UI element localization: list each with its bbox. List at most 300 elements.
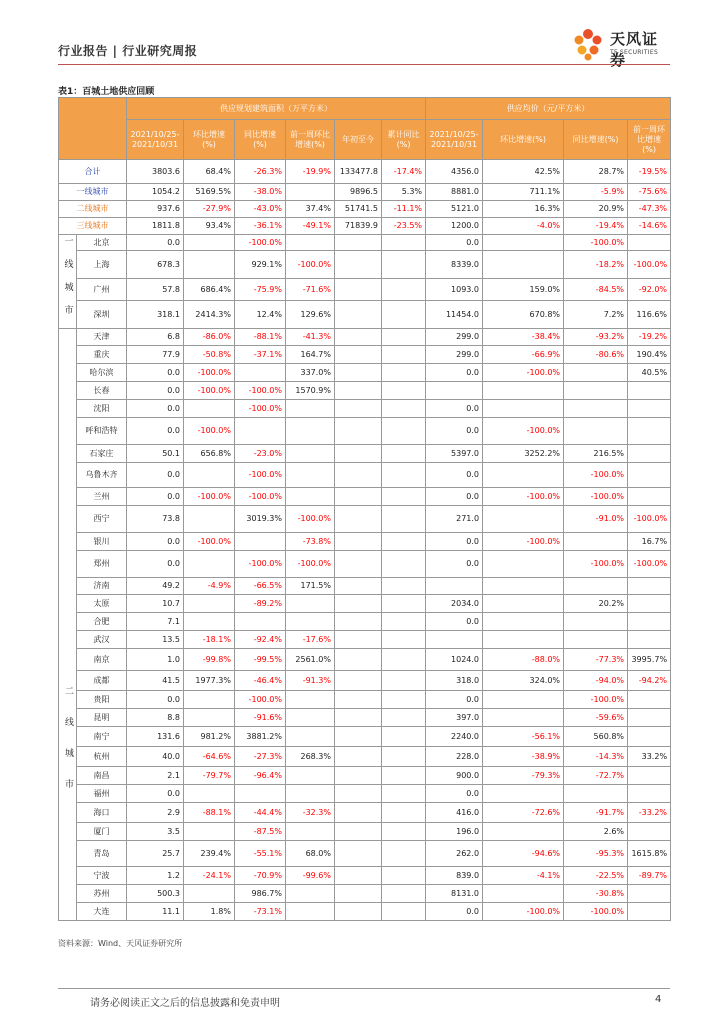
- value-cell: -19.2%: [628, 329, 671, 346]
- value-cell: [235, 613, 286, 631]
- value-cell: 40.0: [127, 747, 184, 767]
- value-cell: [426, 631, 483, 649]
- header-group-area: 供应规划建筑面积（万平方米）: [127, 98, 426, 120]
- city-name: 南宁: [77, 727, 127, 747]
- value-cell: -18.1%: [184, 631, 235, 649]
- value-cell: -93.2%: [564, 329, 628, 346]
- value-cell: [483, 595, 564, 613]
- city-name: 大连: [77, 903, 127, 921]
- value-cell: 1024.0: [426, 649, 483, 671]
- value-cell: 3019.3%: [235, 506, 286, 533]
- city-name: 一线城市: [59, 184, 127, 201]
- city-name: 海口: [77, 803, 127, 823]
- value-cell: [286, 823, 335, 841]
- value-cell: [628, 445, 671, 463]
- value-cell: -100.0%: [286, 551, 335, 578]
- city-name: 石家庄: [77, 445, 127, 463]
- column-header: 累计同比(%): [382, 120, 426, 160]
- value-cell: [286, 727, 335, 747]
- table-header-row: [59, 120, 671, 160]
- value-cell: [335, 364, 382, 382]
- value-cell: 656.8%: [184, 445, 235, 463]
- value-cell: -4.0%: [483, 218, 564, 235]
- value-cell: [335, 631, 382, 649]
- value-cell: [628, 631, 671, 649]
- value-cell: [426, 578, 483, 595]
- value-cell: -100.0%: [628, 506, 671, 533]
- group-label-tier1: 一线城市: [59, 235, 77, 329]
- city-name: 郑州: [77, 551, 127, 578]
- value-cell: [628, 400, 671, 418]
- value-cell: -19.4%: [564, 218, 628, 235]
- value-cell: -70.9%: [235, 867, 286, 885]
- value-cell: [483, 785, 564, 803]
- value-cell: 20.9%: [564, 201, 628, 218]
- value-cell: 5121.0: [426, 201, 483, 218]
- value-cell: [382, 727, 426, 747]
- value-cell: -75.6%: [628, 184, 671, 201]
- value-cell: 159.0%: [483, 279, 564, 301]
- value-cell: [483, 885, 564, 903]
- value-cell: [483, 691, 564, 709]
- value-cell: [564, 364, 628, 382]
- value-cell: -49.1%: [286, 218, 335, 235]
- value-cell: [335, 885, 382, 903]
- value-cell: 2.9: [127, 803, 184, 823]
- value-cell: [628, 727, 671, 747]
- value-cell: [564, 400, 628, 418]
- value-cell: 1200.0: [426, 218, 483, 235]
- value-cell: -24.1%: [184, 867, 235, 885]
- value-cell: [628, 578, 671, 595]
- value-cell: -47.3%: [628, 201, 671, 218]
- value-cell: -17.4%: [382, 160, 426, 184]
- value-cell: 8131.0: [426, 885, 483, 903]
- value-cell: -100.0%: [184, 533, 235, 551]
- value-cell: [184, 613, 235, 631]
- value-cell: -100.0%: [564, 463, 628, 488]
- value-cell: 3881.2%: [235, 727, 286, 747]
- value-cell: 0.0: [426, 235, 483, 251]
- value-cell: -73.1%: [235, 903, 286, 921]
- value-cell: [286, 235, 335, 251]
- column-header: 2021/10/25-2021/10/31: [127, 120, 184, 160]
- table-row: [59, 631, 671, 649]
- value-cell: 40.5%: [628, 364, 671, 382]
- value-cell: [382, 803, 426, 823]
- value-cell: [286, 903, 335, 921]
- city-name: 福州: [77, 785, 127, 803]
- value-cell: [628, 595, 671, 613]
- value-cell: 0.0: [426, 551, 483, 578]
- value-cell: [184, 463, 235, 488]
- value-cell: -37.1%: [235, 346, 286, 364]
- city-name: 长春: [77, 382, 127, 400]
- value-cell: [335, 382, 382, 400]
- value-cell: [286, 184, 335, 201]
- report-header-title: 行业报告 | 行业研究周报: [58, 44, 198, 58]
- city-name: 苏州: [77, 885, 127, 903]
- city-name: 青岛: [77, 841, 127, 867]
- value-cell: [382, 613, 426, 631]
- value-cell: [483, 251, 564, 279]
- value-cell: [628, 235, 671, 251]
- value-cell: [382, 488, 426, 506]
- value-cell: 0.0: [127, 533, 184, 551]
- value-cell: 0.0: [426, 533, 483, 551]
- column-header: 环比增速(%): [483, 120, 564, 160]
- value-cell: -100.0%: [286, 251, 335, 279]
- value-cell: [628, 418, 671, 445]
- value-cell: [382, 279, 426, 301]
- value-cell: 981.2%: [184, 727, 235, 747]
- value-cell: -91.3%: [286, 671, 335, 691]
- value-cell: -66.5%: [235, 578, 286, 595]
- value-cell: -91.7%: [564, 803, 628, 823]
- value-cell: -4.9%: [184, 578, 235, 595]
- table-row: [59, 184, 671, 201]
- value-cell: [235, 533, 286, 551]
- value-cell: 37.4%: [286, 201, 335, 218]
- value-cell: 416.0: [426, 803, 483, 823]
- value-cell: [382, 867, 426, 885]
- value-cell: 0.0: [127, 463, 184, 488]
- value-cell: [483, 613, 564, 631]
- logo-text-cn: 天风证券: [610, 30, 659, 69]
- value-cell: 50.1: [127, 445, 184, 463]
- value-cell: [184, 785, 235, 803]
- value-cell: [564, 382, 628, 400]
- value-cell: 228.0: [426, 747, 483, 767]
- city-name: 合肥: [77, 613, 127, 631]
- value-cell: -66.9%: [483, 346, 564, 364]
- value-cell: 25.7: [127, 841, 184, 867]
- value-cell: [335, 329, 382, 346]
- value-cell: [184, 595, 235, 613]
- city-name: 上海: [77, 251, 127, 279]
- value-cell: [483, 578, 564, 595]
- value-cell: 239.4%: [184, 841, 235, 867]
- value-cell: -100.0%: [184, 382, 235, 400]
- value-cell: 41.5: [127, 671, 184, 691]
- value-cell: -100.0%: [483, 903, 564, 921]
- value-cell: [483, 823, 564, 841]
- value-cell: 0.0: [127, 235, 184, 251]
- value-cell: 929.1%: [235, 251, 286, 279]
- value-cell: -43.0%: [235, 201, 286, 218]
- value-cell: [483, 631, 564, 649]
- value-cell: 196.0: [426, 823, 483, 841]
- value-cell: [286, 691, 335, 709]
- value-cell: [382, 785, 426, 803]
- value-cell: [564, 785, 628, 803]
- value-cell: -11.1%: [382, 201, 426, 218]
- table-row: [59, 445, 671, 463]
- value-cell: [382, 903, 426, 921]
- header-divider: [58, 64, 670, 65]
- table-row: [59, 747, 671, 767]
- value-cell: -89.7%: [628, 867, 671, 885]
- footer-divider: [58, 988, 670, 989]
- value-cell: -27.9%: [184, 201, 235, 218]
- table-row: [59, 400, 671, 418]
- value-cell: 5397.0: [426, 445, 483, 463]
- city-name: 杭州: [77, 747, 127, 767]
- value-cell: [628, 463, 671, 488]
- value-cell: [426, 382, 483, 400]
- value-cell: 190.4%: [628, 346, 671, 364]
- value-cell: [335, 671, 382, 691]
- value-cell: 262.0: [426, 841, 483, 867]
- value-cell: 71839.9: [335, 218, 382, 235]
- value-cell: -100.0%: [483, 418, 564, 445]
- value-cell: [286, 613, 335, 631]
- value-cell: [483, 551, 564, 578]
- value-cell: [483, 382, 564, 400]
- value-cell: 2.1: [127, 767, 184, 785]
- value-cell: 0.0: [127, 488, 184, 506]
- value-cell: -38.9%: [483, 747, 564, 767]
- table-row: [59, 867, 671, 885]
- value-cell: [382, 235, 426, 251]
- city-name: 贵阳: [77, 691, 127, 709]
- value-cell: -100.0%: [235, 382, 286, 400]
- table-row: [59, 329, 671, 346]
- city-name: 二线城市: [59, 201, 127, 218]
- value-cell: -84.5%: [564, 279, 628, 301]
- value-cell: [286, 400, 335, 418]
- city-name: 兰州: [77, 488, 127, 506]
- column-header: 同比增速(%): [235, 120, 286, 160]
- table-row: [59, 785, 671, 803]
- value-cell: -14.3%: [564, 747, 628, 767]
- table-row: [59, 903, 671, 921]
- value-cell: [286, 463, 335, 488]
- value-cell: [184, 885, 235, 903]
- value-cell: [382, 533, 426, 551]
- value-cell: -79.7%: [184, 767, 235, 785]
- value-cell: -94.0%: [564, 671, 628, 691]
- value-cell: -59.6%: [564, 709, 628, 727]
- value-cell: [628, 691, 671, 709]
- value-cell: 2561.0%: [286, 649, 335, 671]
- city-name: 济南: [77, 578, 127, 595]
- logo-mark-icon: [570, 26, 606, 62]
- value-cell: 2.6%: [564, 823, 628, 841]
- header-group-price: 供应均价（元/平方米）: [426, 98, 671, 120]
- value-cell: -77.3%: [564, 649, 628, 671]
- value-cell: [335, 400, 382, 418]
- value-cell: 318.1: [127, 301, 184, 329]
- value-cell: 3252.2%: [483, 445, 564, 463]
- value-cell: -100.0%: [235, 691, 286, 709]
- value-cell: 0.0: [426, 903, 483, 921]
- value-cell: [382, 841, 426, 867]
- value-cell: [382, 691, 426, 709]
- value-cell: 7.2%: [564, 301, 628, 329]
- value-cell: 68.4%: [184, 160, 235, 184]
- value-cell: -75.9%: [235, 279, 286, 301]
- value-cell: -100.0%: [483, 533, 564, 551]
- value-cell: 0.0: [426, 463, 483, 488]
- value-cell: -94.2%: [628, 671, 671, 691]
- value-cell: [335, 506, 382, 533]
- value-cell: [382, 418, 426, 445]
- table-row: [59, 823, 671, 841]
- table-row: [59, 727, 671, 747]
- value-cell: -88.1%: [235, 329, 286, 346]
- table-row: [59, 613, 671, 631]
- value-cell: 164.7%: [286, 346, 335, 364]
- value-cell: -100.0%: [564, 551, 628, 578]
- value-cell: -100.0%: [235, 235, 286, 251]
- table-row: [59, 551, 671, 578]
- value-cell: [382, 382, 426, 400]
- value-cell: [335, 578, 382, 595]
- value-cell: 3.5: [127, 823, 184, 841]
- city-name: 成都: [77, 671, 127, 691]
- value-cell: -96.4%: [235, 767, 286, 785]
- value-cell: 500.3: [127, 885, 184, 903]
- table-row: [59, 533, 671, 551]
- value-cell: [286, 885, 335, 903]
- value-cell: [382, 329, 426, 346]
- value-cell: 4356.0: [426, 160, 483, 184]
- table-row: [59, 218, 671, 235]
- value-cell: 0.0: [127, 400, 184, 418]
- value-cell: -46.4%: [235, 671, 286, 691]
- value-cell: [335, 903, 382, 921]
- value-cell: 16.3%: [483, 201, 564, 218]
- value-cell: -55.1%: [235, 841, 286, 867]
- value-cell: [382, 885, 426, 903]
- value-cell: 2034.0: [426, 595, 483, 613]
- value-cell: [628, 382, 671, 400]
- value-cell: -23.0%: [235, 445, 286, 463]
- table-row: [59, 201, 671, 218]
- value-cell: -100.0%: [286, 506, 335, 533]
- value-cell: [382, 551, 426, 578]
- value-cell: [184, 551, 235, 578]
- value-cell: 0.0: [426, 613, 483, 631]
- value-cell: 116.6%: [628, 301, 671, 329]
- value-cell: 397.0: [426, 709, 483, 727]
- value-cell: 11.1: [127, 903, 184, 921]
- value-cell: [628, 903, 671, 921]
- value-cell: [382, 400, 426, 418]
- value-cell: 12.4%: [235, 301, 286, 329]
- table-row: [59, 578, 671, 595]
- value-cell: 1093.0: [426, 279, 483, 301]
- city-name: 宁波: [77, 867, 127, 885]
- value-cell: 1.8%: [184, 903, 235, 921]
- value-cell: [564, 631, 628, 649]
- value-cell: [335, 445, 382, 463]
- value-cell: 5.3%: [382, 184, 426, 201]
- value-cell: 49.2: [127, 578, 184, 595]
- value-cell: -73.8%: [286, 533, 335, 551]
- value-cell: [184, 400, 235, 418]
- city-name: 三线城市: [59, 218, 127, 235]
- value-cell: 33.2%: [628, 747, 671, 767]
- value-cell: 131.6: [127, 727, 184, 747]
- value-cell: [382, 649, 426, 671]
- value-cell: -50.8%: [184, 346, 235, 364]
- value-cell: [483, 709, 564, 727]
- value-cell: -100.0%: [184, 488, 235, 506]
- value-cell: -22.5%: [564, 867, 628, 885]
- value-cell: [335, 418, 382, 445]
- value-cell: -94.6%: [483, 841, 564, 867]
- value-cell: [382, 364, 426, 382]
- city-name: 呼和浩特: [77, 418, 127, 445]
- value-cell: [235, 364, 286, 382]
- value-cell: -100.0%: [483, 488, 564, 506]
- city-name: 银川: [77, 533, 127, 551]
- value-cell: -19.9%: [286, 160, 335, 184]
- company-logo: [570, 24, 670, 69]
- value-cell: -100.0%: [184, 418, 235, 445]
- value-cell: 3803.6: [127, 160, 184, 184]
- value-cell: [382, 709, 426, 727]
- value-cell: [335, 691, 382, 709]
- value-cell: 686.4%: [184, 279, 235, 301]
- value-cell: [184, 235, 235, 251]
- value-cell: 0.0: [426, 418, 483, 445]
- value-cell: 73.8: [127, 506, 184, 533]
- value-cell: -91.6%: [235, 709, 286, 727]
- value-cell: 711.1%: [483, 184, 564, 201]
- table-row: [59, 301, 671, 329]
- value-cell: -100.0%: [628, 551, 671, 578]
- city-name: 合计: [59, 160, 127, 184]
- table-row: [59, 767, 671, 785]
- value-cell: -19.5%: [628, 160, 671, 184]
- value-cell: 299.0: [426, 346, 483, 364]
- value-cell: [628, 823, 671, 841]
- value-cell: -80.6%: [564, 346, 628, 364]
- value-cell: [382, 506, 426, 533]
- column-header: 年初至今: [335, 120, 382, 160]
- value-cell: 57.8: [127, 279, 184, 301]
- value-cell: [184, 251, 235, 279]
- value-cell: [286, 785, 335, 803]
- value-cell: -41.3%: [286, 329, 335, 346]
- value-cell: [335, 727, 382, 747]
- value-cell: [382, 301, 426, 329]
- value-cell: -100.0%: [564, 235, 628, 251]
- value-cell: -32.3%: [286, 803, 335, 823]
- column-header: 环比增速(%): [184, 120, 235, 160]
- value-cell: 16.7%: [628, 533, 671, 551]
- value-cell: -88.0%: [483, 649, 564, 671]
- value-cell: [335, 533, 382, 551]
- value-cell: [184, 709, 235, 727]
- header-corner: [59, 98, 127, 160]
- value-cell: 216.5%: [564, 445, 628, 463]
- table-row: [59, 671, 671, 691]
- table-row: [59, 346, 671, 364]
- value-cell: [335, 823, 382, 841]
- value-cell: [382, 595, 426, 613]
- value-cell: [286, 418, 335, 445]
- value-cell: -99.6%: [286, 867, 335, 885]
- value-cell: -86.0%: [184, 329, 235, 346]
- city-name: 北京: [77, 235, 127, 251]
- value-cell: -100.0%: [235, 463, 286, 488]
- value-cell: 68.0%: [286, 841, 335, 867]
- value-cell: [335, 747, 382, 767]
